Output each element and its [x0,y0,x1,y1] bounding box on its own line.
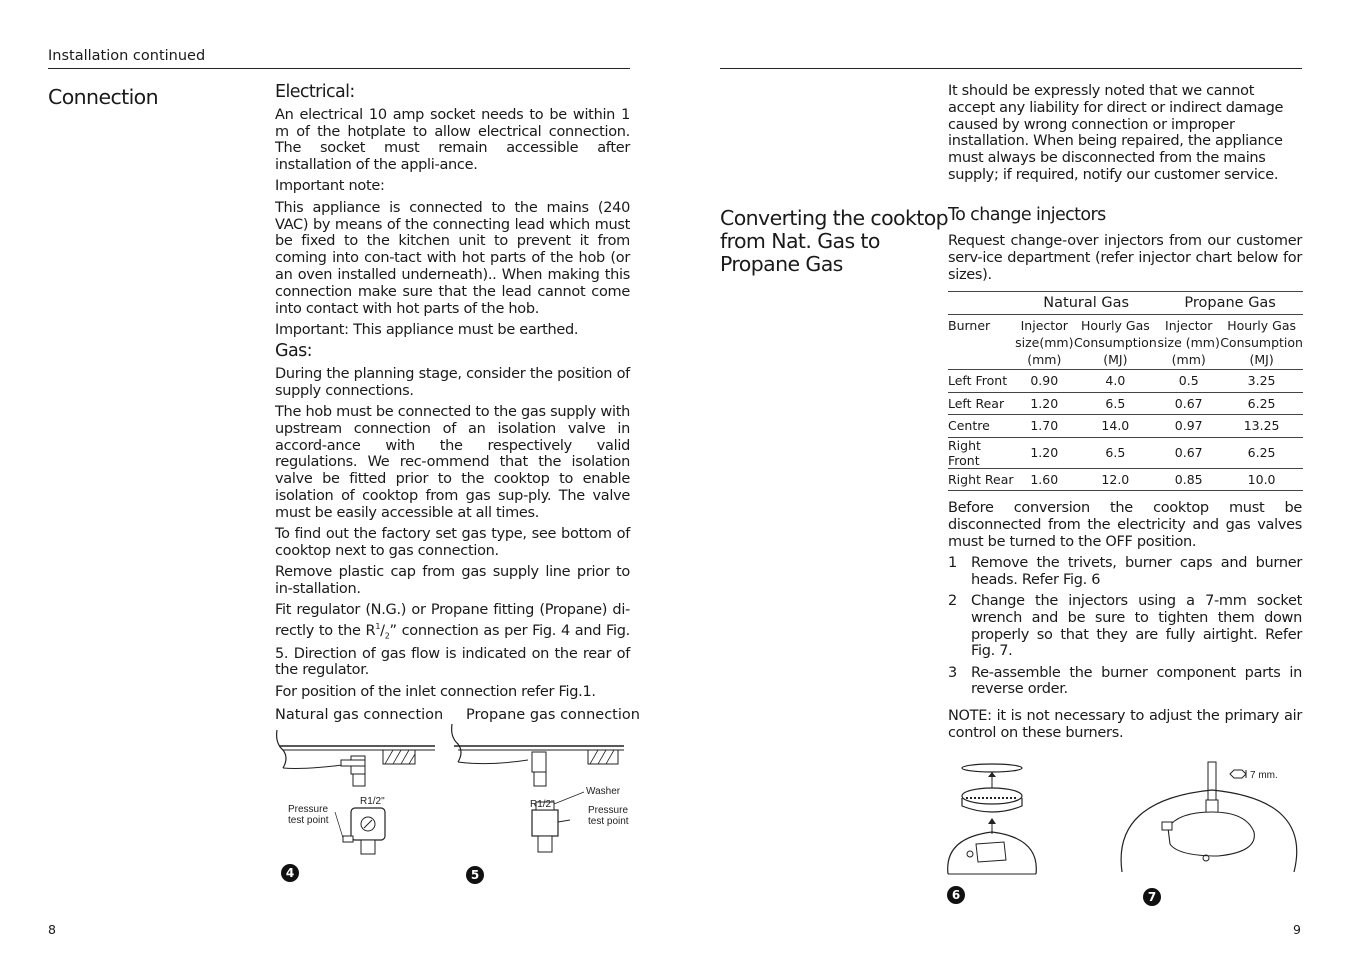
col-header-burner: Burner [948,315,1015,370]
fig7-socket-size-label: 7 mm. [1250,770,1278,781]
conversion-steps [948,555,1302,698]
running-header: Installation continued [48,48,206,64]
list-item: 2 Change the injectors using a 7-mm socket wrench and be sure to tighten them down properly so that they are fully airtight. Refer Fig. 7. [948,592,1302,660]
list-item: 1 Remove the trivets, burner caps and burner heads. Refer Fig. 6 [948,554,1302,588]
fig5-pressure-label-1: Pressure [588,805,629,816]
fig6-burner-diagram [944,758,1044,880]
electrical-heading: Electrical: [275,82,355,102]
fig7-injector-diagram [1118,760,1302,884]
fig5-number-badge: 5 [466,866,484,884]
col-header-pr-consumption: Hourly Gas Consumption (MJ) [1220,315,1303,370]
gas-paragraph-6: For position of the inlet connection refer Fig.1. [275,683,596,700]
liability-text: It should be expressly noted that we cannot accept any liability for direct or indirect damage caused by wrong connection or improper installation. When being repaired, the appliance must always be disconnected from the mains supply; if required, notify our customer service. [948,83,1284,183]
natural-gas-group-header: Natural Gas [1015,292,1157,315]
fig4-thread-label: R1/2" [360,796,385,807]
fig6-number-badge: 6 [947,886,965,904]
table-row: Left Front 0.90 4.0 0.5 3.25 [948,370,1303,393]
injector-table [948,291,1303,491]
electrical-paragraph-1: An electrical 10 amp socket needs to be within 1 m of the hotplate to allow electrical connection. The socket must remain accessible after installation of the appli-ance. [275,106,630,174]
section-title-connection: Connection [48,85,158,109]
fig7-number-badge: 7 [1143,888,1161,906]
fig5-thread-label: R1/2" [530,799,555,810]
table-row: Centre 1.70 14.0 0.97 13.25 [948,415,1303,438]
change-injectors-heading: To change injectors [948,205,1106,225]
fig5-propane-diagram [448,722,632,862]
list-item: 3 Re-assemble the burner component parts in reverse order. [948,664,1302,698]
table-group-header-row [948,292,1303,315]
note-text: NOTE: it is not necessary to adjust the primary air control on these burners. [948,708,1302,741]
col-header-ng-injector: Injector size(mm) (mm) [1015,315,1073,370]
fig4-pressure-label-1: Pressure [288,804,329,815]
table-row: Right Front 1.20 6.5 0.67 6.25 [948,437,1303,468]
col-header-ng-consumption: Hourly Gas Consumption (MJ) [1073,315,1157,370]
gas-paragraph-2: The hob must be connected to the gas supply with upstream connection of an isolation valve in accord-ance with the respectively valid regulations. We rec-ommend that the isolation valve be fitted prior to the cooktop to enable isolation of cooktop from gas sup-ply. The valve must be easily accessible at all times. [275,404,630,521]
gas-paragraph-5: Fit regulator (N.G.) or Propane fitting (Propane) di-rectly to the $R^1/_2$” connection as per Fig. 4 and Fig. 5. Direction of gas flow is indicated on the rear of the regulator. [275,602,630,679]
fig5-washer-label: Washer [586,786,621,797]
fig5-caption: Propane gas connection [466,707,640,723]
page-number-left: 8 [48,922,56,937]
important-note-label: Important note: [275,178,385,195]
connection-text-column [275,84,630,705]
propane-gas-group-header: Propane Gas [1157,292,1303,315]
table-row: Right Rear 1.60 12.0 0.85 10.0 [948,468,1303,491]
col-header-pr-injector: Injector size (mm) (mm) [1157,315,1220,370]
converting-title: Converting the cooktop from Nat. Gas to Propane Gas [720,206,949,276]
header-rule [48,68,630,69]
fig4-caption: Natural gas connection [275,707,444,723]
table-column-header-row [948,315,1303,370]
gas-paragraph-3: To find out the factory set gas type, see bottom of cooktop next to gas connection. [275,526,630,559]
fig5-pressure-label-2: test point [588,816,629,827]
injectors-text: Request change-over injectors from our customer serv-ice department (refer injector chart below for sizes). [948,233,1302,283]
gas-paragraph-4: Remove plastic cap from gas supply line prior to in-stallation. [275,564,630,598]
conversion-text-column [948,500,1302,703]
fig4-natural-gas-diagram [275,728,445,868]
gas-heading: Gas: [275,341,312,362]
gas-paragraph-1: During the planning stage, consider the position of supply connections. [275,365,630,399]
before-conversion-text: Before conversion the cooktop must be disconnected from the electricity and gas valves must be turned to the OFF position. [948,500,1302,550]
electrical-paragraph-2: This appliance is connected to the mains (240 VAC) by means of the connecting lead which must be fixed to the kitchen unit to prevent it from coming into con-tact with hot parts of the hob (or an oven installed underneath).. When making this connection make sure that the lead cannot come into contact with hot parts of the hob. [275,199,630,317]
fig4-number-badge: 4 [281,864,299,882]
header-rule-right [720,68,1302,69]
table-row: Left Rear 1.20 6.5 0.67 6.25 [948,392,1303,415]
fig4-pressure-label-2: test point [288,815,329,826]
earthed-note: Important: This appliance must be earthed. [275,321,579,338]
page-number-right: 9 [1293,922,1301,937]
